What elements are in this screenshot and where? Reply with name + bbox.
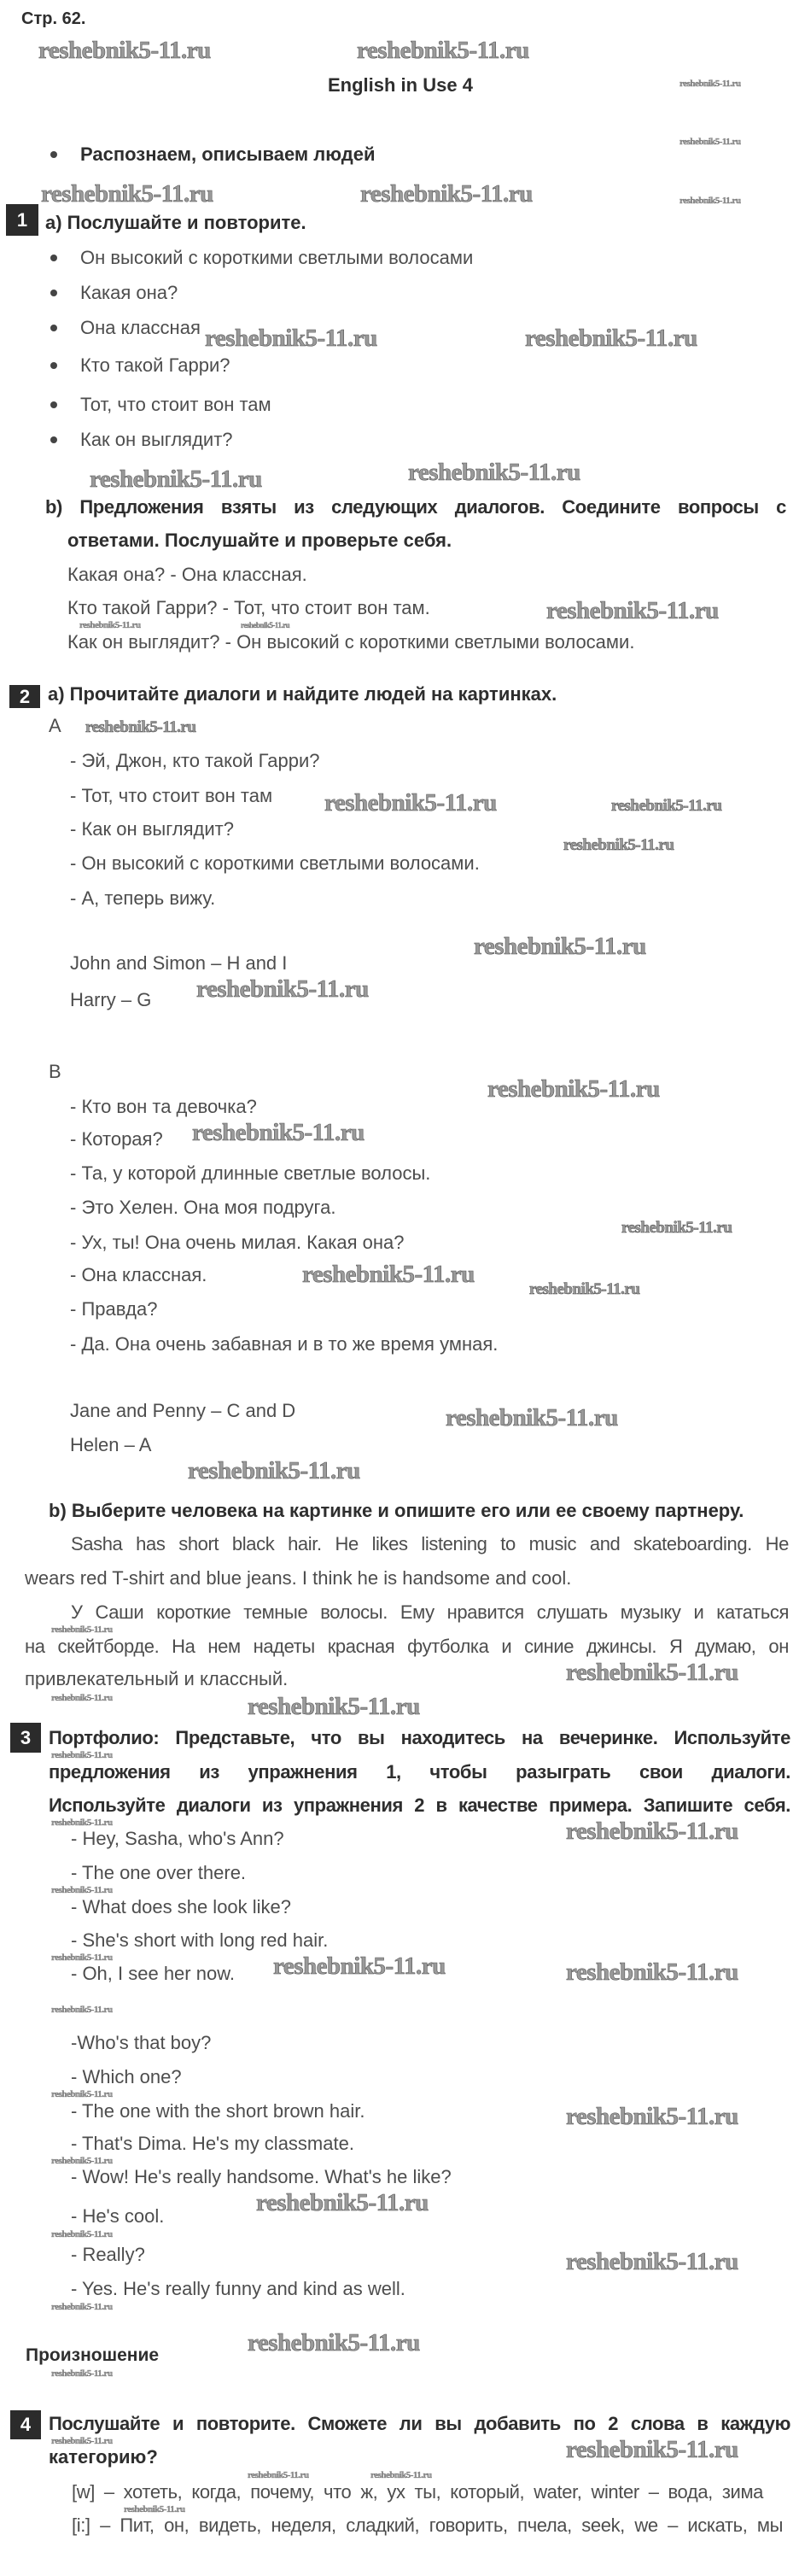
bullet-icon (50, 151, 57, 158)
watermark: reshebnik5-11.ru (546, 597, 719, 624)
watermark: reshebnik5-11.ru (357, 37, 529, 64)
ex4-line2: категорию? (49, 2446, 158, 2468)
watermark: reshebnik5-11.ru (566, 2103, 738, 2130)
watermark: reshebnik5-11.ru (566, 2436, 738, 2463)
dialog-line: - Yes. He's really funny and kind as well. (71, 2278, 405, 2299)
watermark: reshebnik5-11.ru (360, 180, 533, 208)
ru-text-line: У Саши короткие темные волосы. Ему нравится слушать музыку и кататься (71, 1601, 789, 1623)
watermark: reshebnik5-11.ru (38, 37, 211, 64)
watermark: reshebnik5-11.ru (51, 2005, 113, 2015)
exercise-number-3: 3 (10, 1723, 41, 1753)
exercise-number-2: 2 (9, 685, 40, 708)
dialog-line: - Тот, что стоит вон там (70, 785, 273, 806)
watermark: reshebnik5-11.ru (192, 1119, 365, 1146)
watermark: reshebnik5-11.ru (248, 2470, 309, 2480)
watermark: reshebnik5-11.ru (51, 1693, 113, 1703)
bullet-icon (50, 290, 57, 296)
bullet-icon (50, 255, 57, 261)
list-item: Он высокий с короткими светлыми волосами (80, 247, 474, 268)
dialog-line: - Та, у которой длинные светлые волосы. (70, 1162, 431, 1184)
pronunciation-heading: Произношение (26, 2345, 160, 2365)
dialog-line: - Он высокий с короткими светлыми волосами. (70, 852, 480, 874)
dialog-line: - Да. Она очень забавная и в то же время умная. (70, 1333, 499, 1355)
watermark: reshebnik5-11.ru (679, 196, 741, 206)
watermark: reshebnik5-11.ru (51, 1952, 113, 1963)
dialog-line: - Правда? (70, 1298, 158, 1320)
list-item: Она классная (80, 317, 201, 338)
dialog-line: - Hey, Sasha, who's Ann? (71, 1828, 284, 1849)
list-item: Как он выглядит? (80, 429, 233, 450)
dialog-line: - What does she look like? (71, 1896, 292, 1917)
dialog-line: - That's Dima. He's my classmate. (71, 2133, 354, 2154)
en-text-line: wears red T-shirt and blue jeans. I think he is handsome and cool. (25, 1567, 572, 1589)
dialog-line: - Кто вон та девочка? (70, 1096, 257, 1117)
watermark: reshebnik5-11.ru (85, 718, 196, 736)
bullet-icon (50, 436, 57, 443)
watermark: reshebnik5-11.ru (302, 1261, 475, 1288)
watermark: reshebnik5-11.ru (90, 465, 262, 493)
ex2-a-title: а) Прочитайте диалоги и найдите людей на картинках. (48, 683, 557, 705)
bullet-icon (50, 362, 57, 369)
ex3-line1: Портфолио: Представьте, что вы находитесь на вечеринке. Используйте (49, 1727, 790, 1748)
ru-text-line: на скейтборде. На нем надеты красная футболка и синие джинсы. Я думаю, он (25, 1636, 789, 1657)
answer-line: John and Simon – H and I (70, 952, 288, 974)
dialog-line: - Really? (71, 2244, 145, 2265)
sound-i-line: [i:] – Пит, он, видеть, неделя, сладкий, говорить, пчела, seek, we – искать, мы (72, 2515, 783, 2536)
answer-line: Harry – G (70, 989, 152, 1010)
topic-heading: Распознаем, описываем людей (80, 143, 376, 165)
watermark: reshebnik5-11.ru (679, 79, 741, 89)
dialog-line: - Она классная. (70, 1264, 207, 1285)
watermark: reshebnik5-11.ru (487, 1075, 660, 1103)
dialog-line: - Which one? (71, 2066, 182, 2087)
dialog-line: - Oh, I see her now. (71, 1963, 235, 1984)
ex3-line2: предложения из упражнения 1, чтобы разыграть свои диалоги. (49, 1761, 790, 1783)
sound-w-line: [w] – хотеть, когда, почему, что ж, ух ты, который, water, winter – вода, зима (72, 2481, 763, 2503)
dialog-line: - The one with the short brown hair. (71, 2100, 365, 2122)
watermark: reshebnik5-11.ru (563, 836, 674, 854)
watermark: reshebnik5-11.ru (611, 797, 722, 815)
watermark: reshebnik5-11.ru (51, 1750, 113, 1760)
watermark: reshebnik5-11.ru (248, 2329, 420, 2356)
watermark: reshebnik5-11.ru (51, 2089, 113, 2099)
exercise-number-1: 1 (6, 204, 38, 236)
list-item: Кто такой Гарри? (80, 354, 230, 376)
watermark: reshebnik5-11.ru (679, 137, 741, 147)
watermark: reshebnik5-11.ru (51, 1625, 113, 1635)
watermark: reshebnik5-11.ru (41, 180, 213, 208)
watermark: reshebnik5-11.ru (446, 1404, 618, 1431)
watermark: reshebnik5-11.ru (370, 2470, 432, 2480)
watermark: reshebnik5-11.ru (273, 1952, 446, 1980)
watermark: reshebnik5-11.ru (408, 459, 580, 486)
dialog-line: - А, теперь вижу. (70, 887, 216, 909)
watermark: reshebnik5-11.ru (124, 2504, 185, 2515)
watermark: reshebnik5-11.ru (51, 1885, 113, 1895)
watermark: reshebnik5-11.ru (248, 1693, 420, 1720)
answer-line: Helen – A (70, 1434, 152, 1455)
watermark: reshebnik5-11.ru (51, 2156, 113, 2166)
watermark: reshebnik5-11.ru (324, 789, 497, 817)
ex1-a-title: а) Послушайте и повторите. (45, 212, 306, 233)
ex1-b-line1: b) Предложения взяты из следующих диалогов. Соедините вопросы с (45, 496, 786, 518)
watermark: reshebnik5-11.ru (51, 1818, 113, 1828)
watermark: reshebnik5-11.ru (196, 975, 369, 1003)
dialog-line: - Ух, ты! Она очень милая. Какая она? (70, 1232, 405, 1253)
list-item: Тот, что стоит вон там (80, 394, 271, 415)
en-text-line: Sasha has short black hair. He likes listening to music and skateboarding. He (71, 1533, 789, 1554)
watermark: reshebnik5-11.ru (51, 2436, 113, 2446)
watermark: reshebnik5-11.ru (529, 1280, 640, 1298)
dialog-line: - Wow! He's really handsome. What's he like? (71, 2166, 452, 2187)
watermark: reshebnik5-11.ru (566, 1958, 738, 1986)
dialog-label-b: B (49, 1061, 61, 1082)
dialog-line: - Как он выглядит? (70, 818, 234, 840)
watermark: reshebnik5-11.ru (51, 2229, 113, 2239)
dialog-line: - She's short with long red hair. (71, 1929, 329, 1951)
ex3-line3: Используйте диалоги из упражнения 2 в качестве примера. Запишите себя. (49, 1794, 790, 1816)
dialog-line: - The one over there. (71, 1862, 247, 1883)
dialog-line: - Которая? (70, 1128, 163, 1150)
watermark: reshebnik5-11.ru (525, 325, 697, 352)
dialog-line: -Who's that boy? (71, 2032, 212, 2053)
ex2-b-title: b) Выберите человека на картинке и опишите его или ее своему партнеру. (49, 1500, 744, 1521)
answer-line: Jane and Penny – C and D (70, 1400, 296, 1421)
watermark: reshebnik5-11.ru (79, 620, 141, 630)
watermark: reshebnik5-11.ru (566, 1659, 738, 1686)
dialog-line: - Эй, Джон, кто такой Гарри? (70, 750, 320, 771)
ex4-line1: Послушайте и повторите. Сможете ли вы добавить по 2 слова в каждую (49, 2413, 790, 2434)
bullet-icon (50, 401, 57, 408)
answer-line: Кто такой Гарри? - Тот, что стоит вон там. (67, 597, 430, 618)
watermark: reshebnik5-11.ru (256, 2189, 429, 2216)
ru-text-line: привлекательный и классный. (25, 1668, 289, 1689)
exercise-number-4: 4 (10, 2410, 41, 2439)
watermark: reshebnik5-11.ru (51, 2302, 113, 2312)
ex1-b-line2: ответами. Послушайте и проверьте себя. (67, 530, 452, 551)
list-item: Какая она? (80, 282, 178, 303)
answer-line: Как он выглядит? - Он высокий с короткими светлыми волосами. (67, 631, 635, 653)
watermark: reshebnik5-11.ru (566, 2248, 738, 2275)
dialog-line: - Это Хелен. Она моя подруга. (70, 1197, 336, 1218)
watermark: reshebnik5-11.ru (51, 2368, 113, 2379)
watermark: reshebnik5-11.ru (241, 621, 290, 629)
page-number: Стр. 62. (21, 9, 86, 28)
bullet-icon (50, 325, 57, 331)
dialog-line: - He's cool. (71, 2205, 165, 2227)
unit-title: English in Use 4 (328, 74, 473, 96)
watermark: reshebnik5-11.ru (474, 933, 646, 960)
watermark: reshebnik5-11.ru (205, 325, 377, 352)
answer-line: Какая она? - Она классная. (67, 564, 307, 585)
watermark: reshebnik5-11.ru (566, 1818, 738, 1845)
watermark: reshebnik5-11.ru (188, 1457, 360, 1484)
dialog-label-a: A (49, 715, 61, 736)
watermark: reshebnik5-11.ru (621, 1219, 732, 1237)
